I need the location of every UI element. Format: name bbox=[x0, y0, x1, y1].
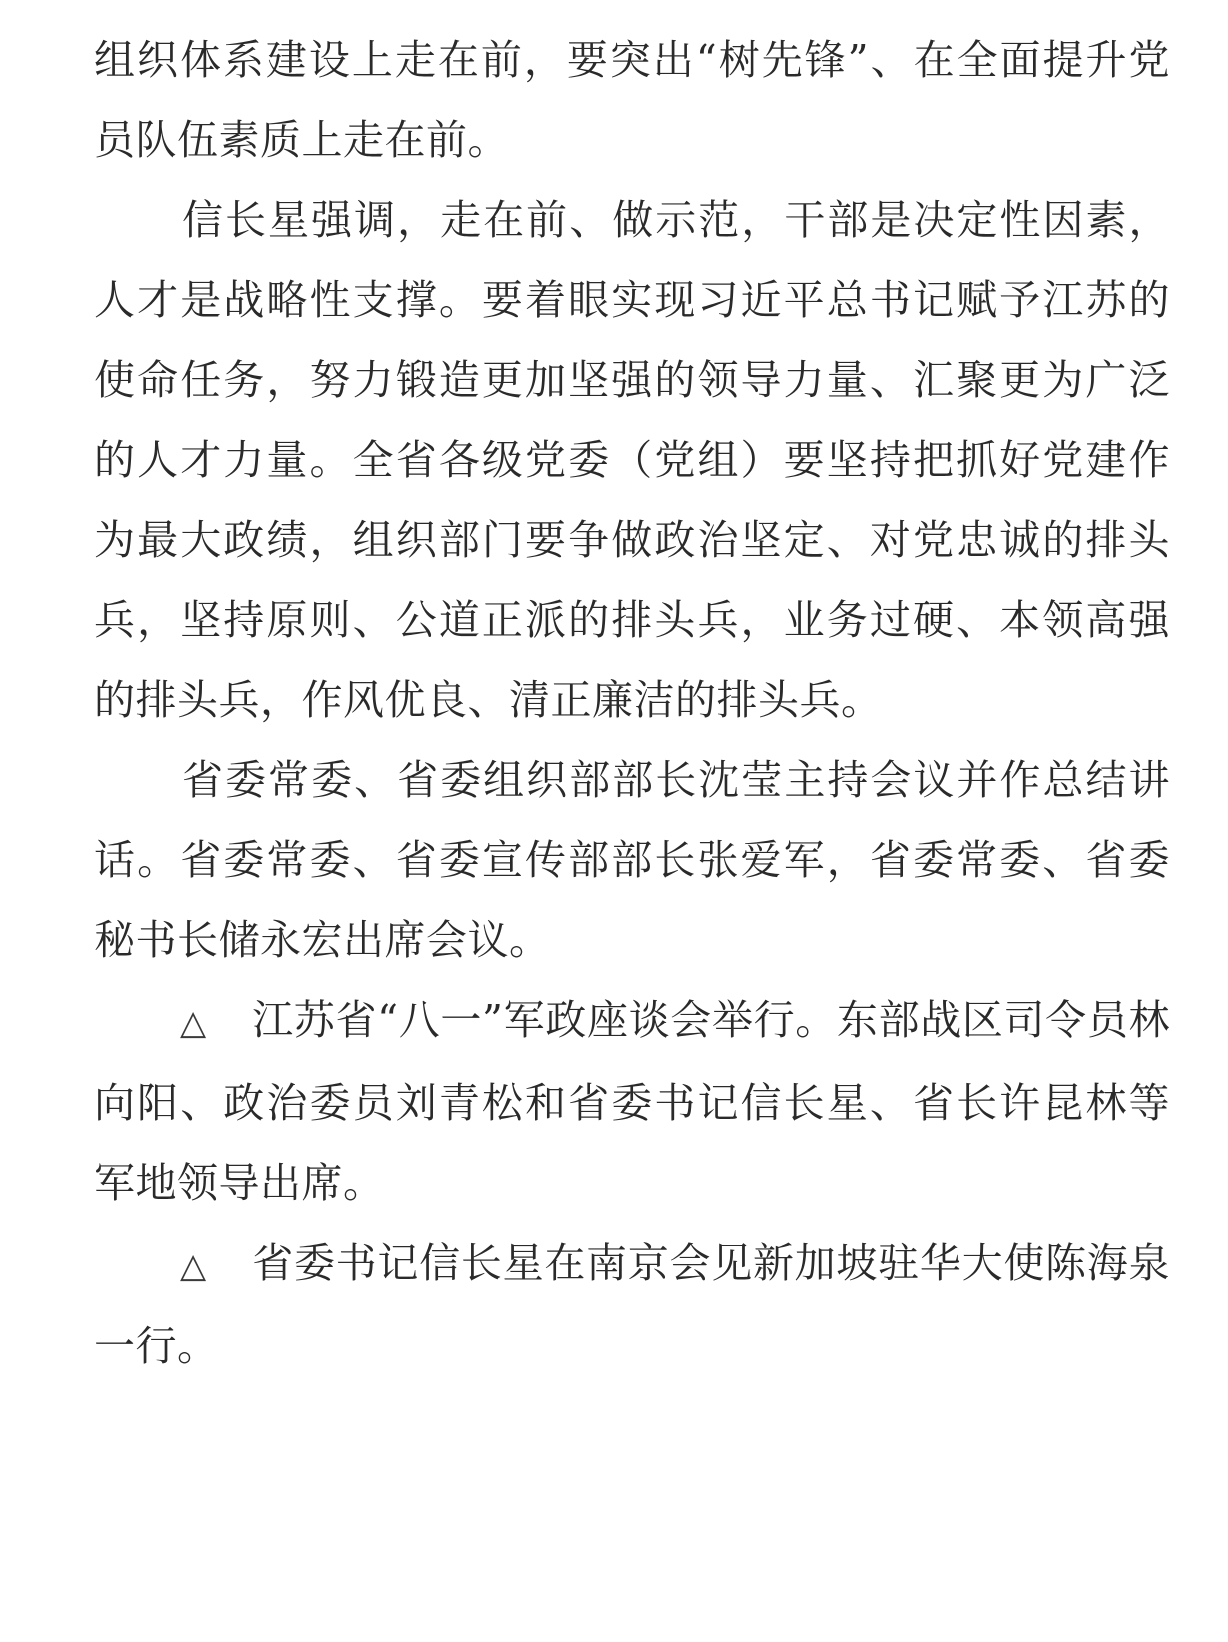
paragraph-leadership-emphasis: 信长星强调，走在前、做示范，干部是决定性因素，人才是战略性支撑。要着眼实现习近平总书记赋予江苏的使命任务，努力锻造更加坚强的领导力量、汇聚更为广泛的人才力量。全省各级党委（党组）要坚持把抓好党建作为最大政绩，组织部门要争做政治坚定、对党忠诚的排头兵，坚持原则、公道正派的排头兵，业务过硬、本领高强的排头兵，作风优良、清正廉洁的排头兵。 bbox=[94, 196, 1170, 724]
news-item-singapore-ambassador bbox=[94, 1223, 1170, 1386]
news-item-text: 江苏省“八一”军政座谈会举行。东部战区司令员林向阳、政治委员刘青松和省委书记信长星、省长许昆林等军地领导出席。 bbox=[94, 996, 1170, 1207]
paragraph-continuation: 组织体系建设上走在前，要突出“树先锋”、在全面提升党员队伍素质上走在前。 bbox=[94, 36, 1170, 164]
triangle-bullet-icon: △ bbox=[180, 1003, 207, 1043]
news-item-military-forum bbox=[94, 980, 1170, 1223]
paragraph-meeting-host: 省委常委、省委组织部部长沈莹主持会议并作总结讲话。省委常委、省委宣传部部长张爱军，省委常委、省委秘书长储永宏出席会议。 bbox=[94, 756, 1170, 964]
triangle-bullet-icon: △ bbox=[180, 1246, 207, 1286]
document-body bbox=[94, 20, 1170, 1386]
news-item-text: 省委书记信长星在南京会见新加坡驻华大使陈海泉一行。 bbox=[94, 1239, 1170, 1370]
